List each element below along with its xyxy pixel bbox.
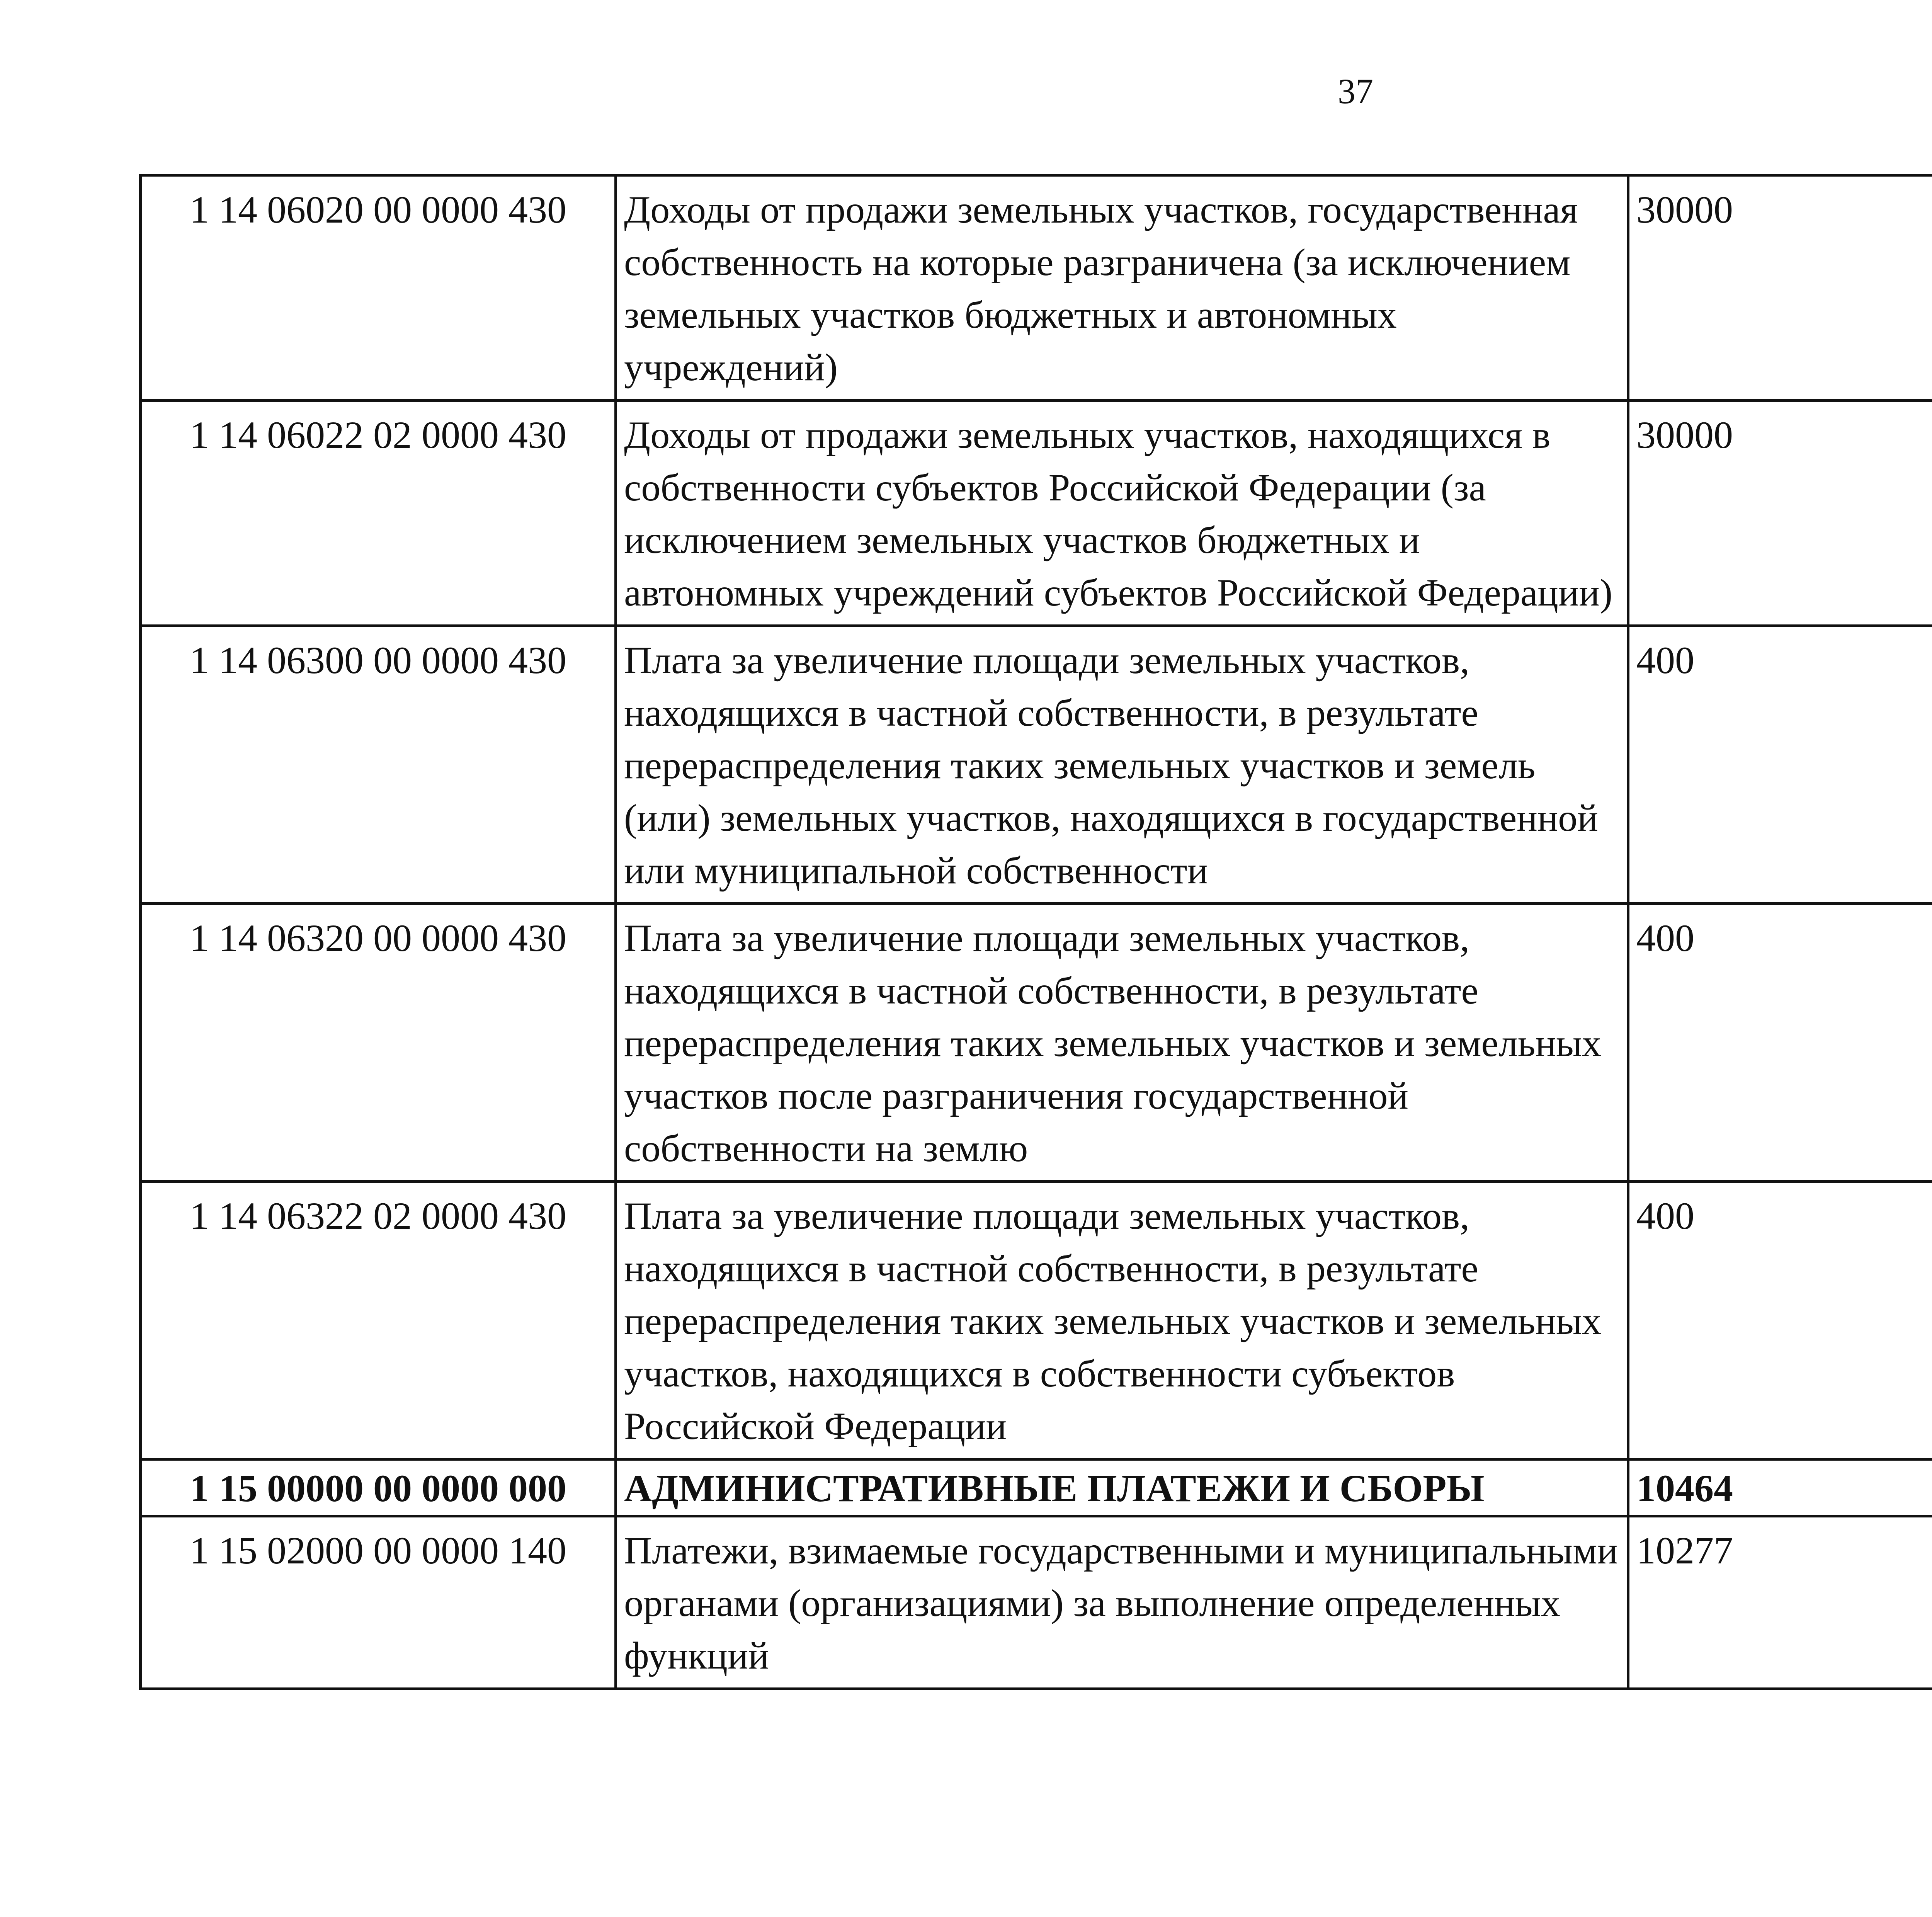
row-value-1: 400: [1628, 904, 1932, 1182]
row-code: 1 14 06320 00 0000 430: [141, 904, 616, 1182]
row-name: Доходы от продажи земельных участков, находящихся в собственности субъектов Российской Федерации (за исключением земельных участков бюджетных и автономных учреждений субъектов Российской Федерации): [616, 401, 1628, 626]
row-code: 1 14 06322 02 0000 430: [141, 1182, 616, 1459]
table-row-section: [141, 1459, 1932, 1516]
row-name: Платежи, взимаемые государственными и муниципальными органами (организациями) за выполнение определенных функций: [616, 1516, 1628, 1689]
row-value-1: 400: [1628, 626, 1932, 904]
row-name: Плата за увеличение площади земельных участков, находящихся в частной собственности, в результате перераспределения таких земельных участков и земельных участков, находящихся в собственности субъектов Российской Федерации: [616, 1182, 1628, 1459]
row-code: 1 15 00000 00 0000 000: [141, 1459, 616, 1516]
row-name: Плата за увеличение площади земельных участков, находящихся в частной собственности, в результате перераспределения таких земельных участков и земельных участков после разграничения государственной собственности на землю: [616, 904, 1628, 1182]
row-name: АДМИНИСТРАТИВНЫЕ ПЛАТЕЖИ И СБОРЫ: [616, 1459, 1628, 1516]
row-value-1: 30000: [1628, 175, 1932, 401]
row-name: Плата за увеличение площади земельных участков, находящихся в частной собственности, в результате перераспределения таких земельных участков и земель (или) земельных участков, находящихся в государственной или муниципальной собственности: [616, 626, 1628, 904]
row-value-1: 10464: [1628, 1459, 1932, 1516]
row-value-1: 30000: [1628, 401, 1932, 626]
row-name: Доходы от продажи земельных участков, государственная собственность на которые разграничена (за исключением земельных участков бюджетных и автономных учреждений): [616, 175, 1628, 401]
row-code: 1 14 06300 00 0000 430: [141, 626, 616, 904]
revenue-table: [139, 174, 1932, 1690]
row-value-1: 10277: [1628, 1516, 1932, 1689]
page-number: 37: [1338, 71, 1373, 111]
table-row: [141, 904, 1932, 1182]
row-code: 1 14 06020 00 0000 430: [141, 175, 616, 401]
table-row: [141, 626, 1932, 904]
row-value-1: 400: [1628, 1182, 1932, 1459]
table-row: [141, 401, 1932, 626]
table-row: [141, 1516, 1932, 1689]
table-row: [141, 175, 1932, 401]
row-code: 1 15 02000 00 0000 140: [141, 1516, 616, 1689]
row-code: 1 14 06022 02 0000 430: [141, 401, 616, 626]
table-row: [141, 1182, 1932, 1459]
